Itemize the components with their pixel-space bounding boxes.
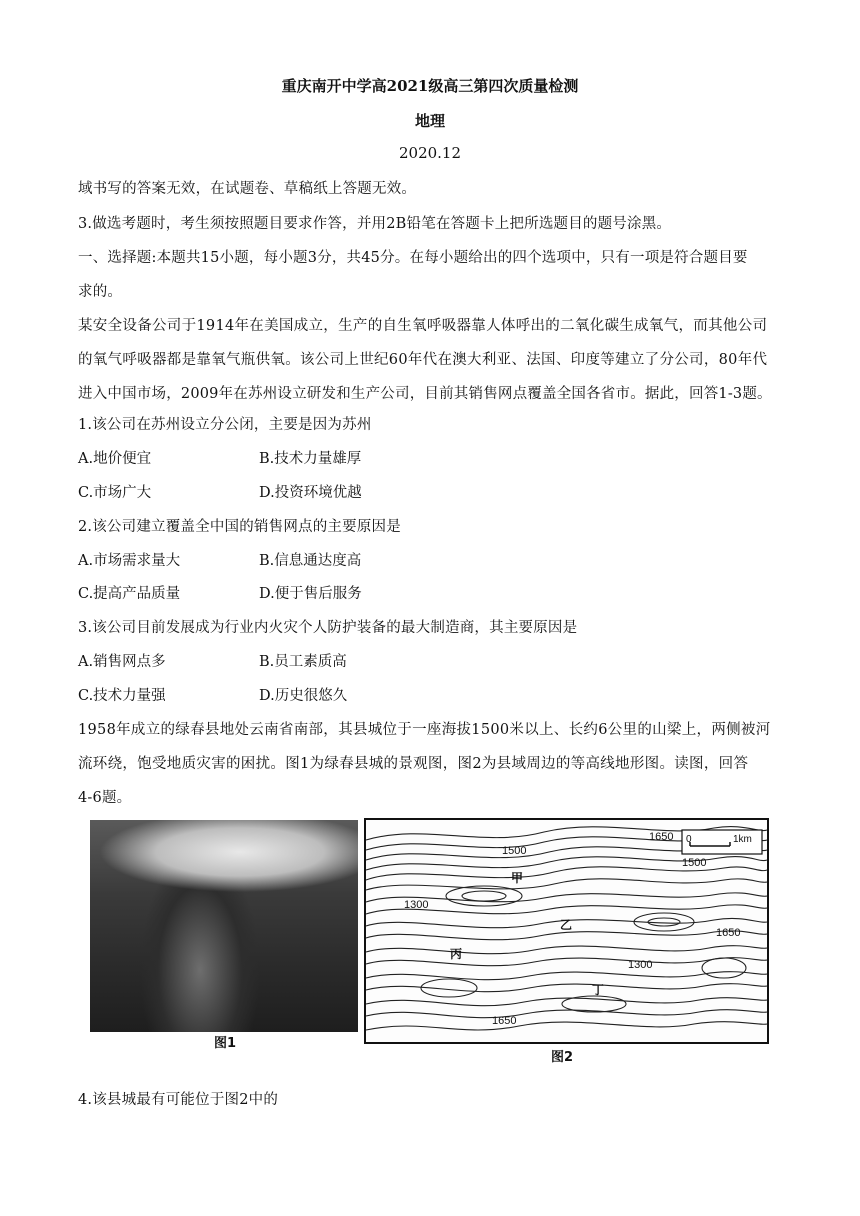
- intro-line-3: 一、选择题:本题共15小题，每小题3分，共45分。在每小题给出的四个选项中，只有一项是符合题目要: [78, 250, 748, 266]
- figure-2-contour-map: [364, 818, 769, 1044]
- question-2-option-b: B.信息通达度高: [259, 553, 362, 569]
- map-point-bing: 丙: [450, 947, 463, 961]
- scale-km: 1km: [733, 834, 752, 845]
- figure-1-label: 图1: [214, 1036, 237, 1051]
- question-2-option-a: A.市场需求量大: [78, 553, 181, 569]
- contour-label-1650-top: 1650: [649, 831, 674, 843]
- contour-label-1650-right: 1650: [716, 927, 741, 939]
- question-3-option-c: C.技术力量强: [78, 688, 166, 704]
- question-3-option-d: D.历史很悠久: [259, 688, 348, 704]
- figure-2-label: 图2: [551, 1050, 574, 1065]
- intro-line-2: 3.做选考题时，考生须按照题目要求作答，并用2B铅笔在答题卡上把所选题目的题号涂黑。: [78, 216, 672, 232]
- map-scale-bar: [682, 830, 762, 854]
- question-2-option-d: D.便于售后服务: [259, 586, 362, 602]
- passage2-line-1: 1958年成立的绿春县地处云南省南部，其县城位于一座海拔1500米以上、长约6公里的山梁上，两侧被河: [78, 722, 771, 738]
- question-2-option-c: C.提高产品质量: [78, 586, 181, 602]
- question-3-stem: 3.该公司目前发展成为行业内火灾个人防护装备的最大制造商，其主要原因是: [78, 620, 578, 636]
- question-1-option-b: B.技术力量雄厚: [259, 451, 362, 467]
- contour-label-1500-right: 1500: [682, 857, 707, 869]
- map-point-jia: 甲: [511, 871, 524, 885]
- map-point-ding: 丁: [592, 983, 605, 997]
- map-point-yi: 乙: [560, 918, 573, 932]
- exam-title: 重庆南开中学高2021级高三第四次质量检测: [281, 77, 579, 95]
- passage2-line-2: 流环绕，饱受地质灾害的困扰。图1为绿春县城的景观图，图2为县域周边的等高线地形图。读图，回答: [78, 756, 749, 772]
- passage1-line-2: 的氧气呼吸器都是靠氧气瓶供氧。该公司上世纪60年代在澳大利亚、法国、印度等建立了分公司，80年代: [78, 352, 768, 368]
- contour-label-1500-top: 1500: [502, 845, 527, 857]
- figure-1-landscape-photo: [90, 820, 358, 1032]
- question-4-stem: 4.该县城最有可能位于图2中的: [78, 1092, 279, 1108]
- contour-label-1300-left: 1300: [404, 899, 429, 911]
- passage1-line-1: 某安全设备公司于1914年在美国成立，生产的自生氧呼吸器靠人体呼出的二氧化碳生成氧气，而其他公司: [78, 318, 768, 334]
- question-1-stem: 1.该公司在苏州设立分公闭，主要是因为苏州: [78, 417, 372, 433]
- question-1-option-a: A.地价便宜: [78, 451, 152, 467]
- contour-label-1300-lower: 1300: [628, 959, 653, 971]
- question-3-option-a: A.销售网点多: [78, 654, 166, 670]
- passage2-line-3: 4-6题。: [78, 790, 132, 806]
- contour-label-1650-bottom: 1650: [492, 1015, 517, 1027]
- passage1-line-3: 进入中国市场，2009年在苏州设立研发和生产公司，目前其销售网点覆盖全国各省市。据此，回答1-3题。: [78, 386, 772, 402]
- question-3-option-b: B.员工素质高: [259, 654, 347, 670]
- exam-date: 2020.12: [398, 144, 462, 162]
- intro-line-4: 求的。: [78, 284, 123, 300]
- intro-line-1: 域书写的答案无效，在试题卷、草稿纸上答题无效。: [78, 181, 417, 197]
- question-1-option-d: D.投资环境优越: [259, 485, 362, 501]
- question-1-option-c: C.市场广大: [78, 485, 152, 501]
- subject-title: 地理: [414, 112, 445, 130]
- question-2-stem: 2.该公司建立覆盖全中国的销售网点的主要原因是: [78, 519, 401, 535]
- scale-zero: 0: [686, 834, 692, 845]
